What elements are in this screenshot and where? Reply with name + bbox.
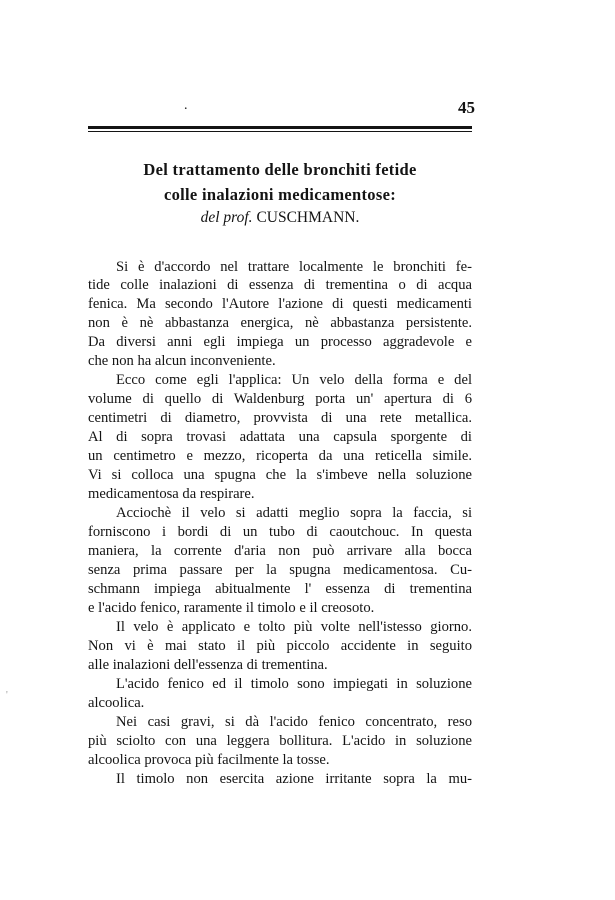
body-line: volume di quello di Waldenburg porta un' apertura di 6 bbox=[88, 391, 472, 407]
body-line: più sciolto con una leggera bollitura. L'acido in soluzione bbox=[88, 733, 472, 749]
body-line: senza prima passare per la spugna medicamentosa. Cu- bbox=[88, 562, 472, 578]
header-rule-thick bbox=[88, 126, 472, 129]
byline-prof: prof. bbox=[223, 209, 253, 226]
body-line: maniera, la corrente d'aria non può arrivare alla bocca bbox=[88, 543, 472, 559]
body-line: Nei casi gravi, si dà l'acido fenico concentrato, reso bbox=[116, 714, 472, 730]
body-line: schmann impiega abitualmente l' essenza di trementina bbox=[88, 581, 472, 597]
body-line: alcoolica. bbox=[88, 695, 145, 711]
body-line: L'acido fenico ed il timolo sono impiegati in soluzione bbox=[116, 676, 472, 692]
header-rule-thin bbox=[88, 131, 472, 132]
body-line: forniscono i bordi di un tubo di caoutchouc. In questa bbox=[88, 524, 472, 540]
article-title-line-1: Del trattamento delle bronchiti fetide bbox=[143, 160, 417, 179]
body-line: Ecco come egli l'applica: Un velo della forma e del bbox=[116, 372, 472, 388]
stray-dot: . bbox=[184, 98, 188, 113]
body-line: un centimetro e mezzo, ricoperta da una reticella simile. bbox=[88, 448, 472, 464]
body-line: Si è d'accordo nel trattare localmente le bronchiti fe- bbox=[116, 259, 472, 275]
body-line: Al di sopra trovasi adattata una capsula sporgente di bbox=[88, 429, 472, 445]
article-title-line-2: colle inalazioni medicamentose: bbox=[163, 185, 396, 204]
margin-mark: ' bbox=[6, 690, 8, 701]
body-line: che non ha alcun inconveniente. bbox=[88, 353, 276, 369]
body-line: fenica. Ma secondo l'Autore l'azione di questi medicamenti bbox=[88, 296, 472, 312]
body-line: e l'acido fenico, raramente il timolo e il creosoto. bbox=[88, 600, 375, 616]
body-line: Da diversi anni egli impiega un processo aggradevole e bbox=[88, 334, 472, 350]
body-line: Non vi è mai stato il più piccolo accidente in seguito bbox=[88, 638, 472, 654]
body-line: alcoolica provoca più facilmente la tosse. bbox=[88, 752, 330, 768]
byline-author: CUSCHMANN. bbox=[252, 209, 360, 226]
body-line: Il velo è applicato e tolto più volte nell'istesso giorno. bbox=[116, 619, 472, 635]
page-number: 45 bbox=[458, 98, 475, 117]
body-line: Il timolo non esercita azione irritante sopra la mu- bbox=[116, 771, 472, 787]
body-line: alle inalazioni dell'essenza di trementina. bbox=[88, 657, 328, 673]
body-line: centimetri di diametro, provvista di una rete metallica. bbox=[88, 410, 472, 426]
body-line: non è nè abbastanza energica, nè abbastanza persistente. bbox=[88, 315, 472, 331]
body-line: Vi si colloca una spugna che la s'imbeve nella soluzione bbox=[88, 467, 472, 483]
article-byline bbox=[88, 209, 472, 227]
body-line: medicamentosa da respirare. bbox=[88, 486, 255, 502]
body-line: Acciochè il velo si adatti meglio sopra la faccia, si bbox=[116, 505, 472, 521]
byline-prefix: del bbox=[200, 209, 224, 226]
body-line: tide colle inalazioni di essenza di trementina o di acqua bbox=[88, 277, 472, 293]
